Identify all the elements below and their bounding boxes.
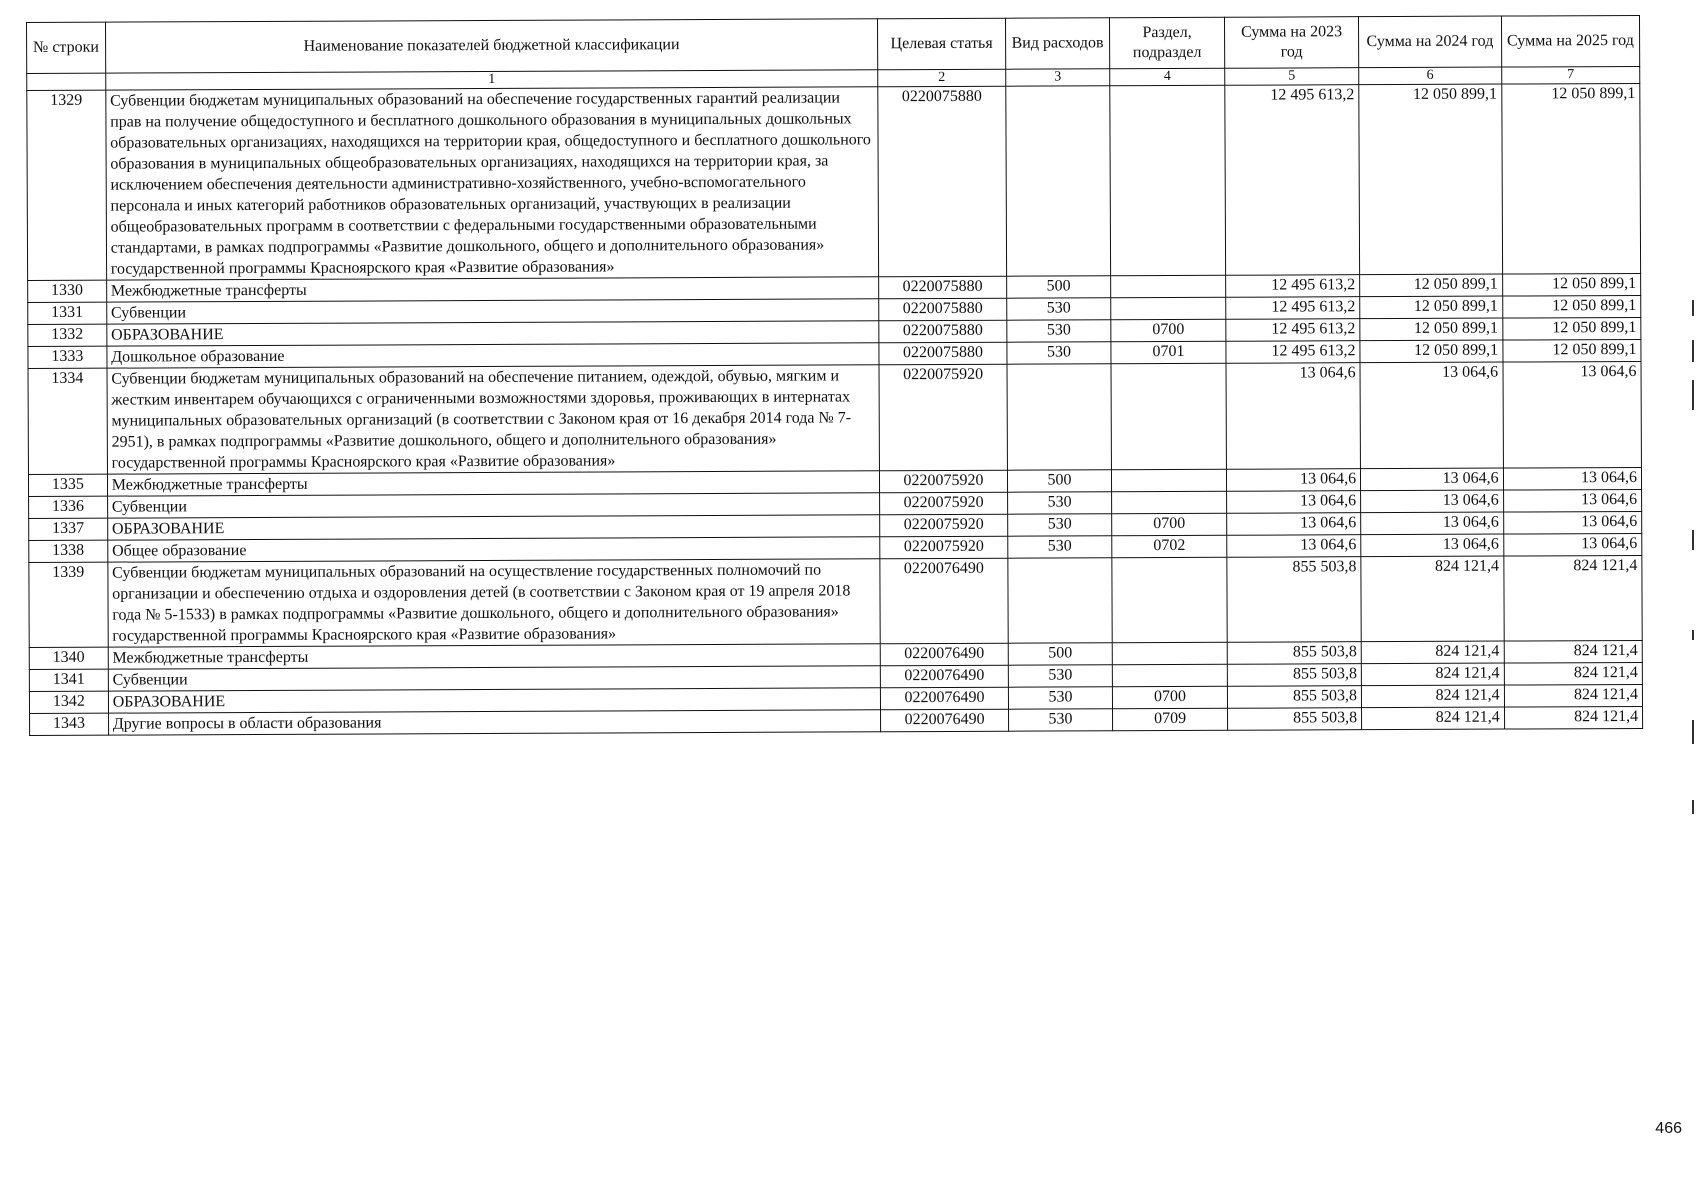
target-article: 0220076490 — [880, 558, 1008, 644]
expense-type: 500 — [1008, 643, 1112, 665]
sum-2023: 855 503,8 — [1227, 686, 1361, 709]
expense-type: 530 — [1008, 687, 1112, 709]
indicator-name: Субвенции — [106, 299, 879, 324]
sum-2023: 12 495 613,2 — [1226, 297, 1360, 320]
sum-2023: 855 503,8 — [1227, 557, 1361, 643]
header-row — [27, 15, 1640, 73]
indicator-name: ОБРАЗОВАНИЕ — [107, 515, 880, 540]
sum-2025: 13 064,6 — [1503, 467, 1641, 490]
sum-2023: 855 503,8 — [1227, 642, 1361, 665]
sum-2025: 13 064,6 — [1503, 511, 1641, 534]
indicator-name: Субвенции бюджетам муниципальных образований на обеспечение питанием, одеждой, обувью, мягким и жестким инвентарем обучающихся с ограниченными возможностями здоровья, проживающих в интернатах муниципальных образовательных организаций (в соответствии с Законом края от 16 декабря 2014 года № 7-2951), в рамках подпрограммы «Развитие дошкольного, общего и дополнительного образования» государственной программы Красноярского края «Развитие образования» — [107, 365, 880, 474]
sum-2023: 13 064,6 — [1227, 513, 1361, 536]
sum-2024: 13 064,6 — [1360, 362, 1503, 469]
header-sum-2024: Сумма на 2024 год — [1359, 16, 1502, 68]
row-number: 1343 — [30, 713, 109, 735]
sum-2024: 12 050 899,1 — [1360, 340, 1503, 363]
row-number: 1334 — [28, 368, 107, 474]
row-number: 1340 — [29, 647, 108, 669]
expense-type: 500 — [1006, 276, 1110, 298]
target-article: 0220075920 — [880, 470, 1008, 493]
section-subsection: 0700 — [1113, 686, 1228, 709]
target-article: 0220075920 — [880, 536, 1008, 559]
row-number: 1331 — [28, 302, 107, 324]
table-body — [27, 83, 1643, 735]
header-sum-2023: Сумма на 2023 год — [1225, 17, 1359, 69]
sum-2023: 13 064,6 — [1227, 491, 1361, 514]
sum-2023: 12 495 613,2 — [1226, 275, 1360, 298]
sum-2023: 855 503,8 — [1228, 708, 1362, 731]
row-number: 1336 — [29, 496, 108, 518]
table-row — [28, 361, 1641, 474]
sum-2024: 13 064,6 — [1361, 512, 1504, 535]
sum-2024: 824 121,4 — [1361, 685, 1504, 708]
section-subsection: 0709 — [1113, 708, 1228, 731]
expense-type: 530 — [1007, 298, 1111, 320]
row-number: 1337 — [29, 518, 108, 540]
sum-2024: 12 050 899,1 — [1360, 318, 1503, 341]
sum-2023: 12 495 613,2 — [1225, 85, 1360, 276]
indicator-name: Межбюджетные трансферты — [106, 277, 879, 302]
sum-2025: 13 064,6 — [1503, 489, 1641, 512]
section-subsection: 0700 — [1111, 319, 1226, 342]
sum-2025: 12 050 899,1 — [1502, 273, 1640, 296]
sum-2024: 13 064,6 — [1361, 490, 1504, 513]
target-article: 0220076490 — [881, 687, 1009, 710]
expense-type: 530 — [1008, 709, 1112, 731]
section-subsection — [1111, 363, 1226, 470]
sum-2024: 12 050 899,1 — [1360, 296, 1503, 319]
sum-2023: 13 064,6 — [1227, 535, 1361, 558]
expense-type — [1006, 86, 1111, 276]
indicator-name: Межбюджетные трансферты — [107, 471, 880, 496]
target-article: 0220075920 — [880, 492, 1008, 515]
column-number: 5 — [1225, 68, 1359, 86]
row-number: 1338 — [29, 540, 108, 562]
expense-type: 530 — [1008, 514, 1112, 536]
expense-type — [1007, 364, 1112, 470]
target-article: 0220075920 — [880, 514, 1008, 537]
sum-2024: 13 064,6 — [1361, 534, 1504, 557]
section-subsection — [1112, 491, 1227, 514]
header-kind: Вид расходов — [1005, 18, 1109, 69]
sum-2023: 13 064,6 — [1226, 363, 1361, 470]
budget-table — [26, 15, 1643, 736]
column-number: 1 — [105, 70, 878, 90]
target-article: 0220075920 — [879, 364, 1007, 471]
indicator-name: Субвенции — [108, 666, 881, 691]
column-number: 7 — [1501, 66, 1639, 84]
sum-2024: 824 121,4 — [1361, 556, 1504, 642]
section-subsection — [1110, 85, 1226, 275]
table-row — [27, 83, 1641, 280]
indicator-name: Общее образование — [107, 537, 880, 562]
indicator-name: Другие вопросы в области образования — [108, 710, 881, 735]
sum-2024: 13 064,6 — [1361, 468, 1504, 491]
sum-2025: 13 064,6 — [1503, 361, 1642, 468]
sum-2025: 13 064,6 — [1503, 533, 1641, 556]
expense-type: 530 — [1007, 342, 1111, 364]
document-page — [26, 15, 1643, 736]
target-article: 0220075880 — [879, 276, 1007, 299]
section-subsection — [1112, 664, 1227, 687]
row-number: 1329 — [27, 90, 107, 280]
sum-2024: 12 050 899,1 — [1360, 274, 1503, 297]
sum-2023: 12 495 613,2 — [1226, 341, 1360, 364]
expense-type — [1008, 558, 1113, 643]
column-number — [27, 73, 106, 90]
indicator-name: Субвенции — [107, 493, 880, 518]
target-article: 0220075880 — [879, 320, 1007, 343]
header-section: Раздел, подраздел — [1110, 17, 1225, 69]
row-number: 1332 — [28, 324, 107, 346]
row-number: 1335 — [28, 474, 107, 496]
sum-2025: 824 121,4 — [1504, 684, 1642, 707]
header-name: Наименование показателей бюджетной классификации — [105, 19, 878, 73]
expense-type: 530 — [1008, 665, 1112, 687]
row-number: 1341 — [29, 669, 108, 691]
sum-2025: 12 050 899,1 — [1502, 317, 1640, 340]
target-article: 0220076490 — [880, 643, 1008, 666]
row-number: 1339 — [29, 562, 108, 647]
header-target: Целевая статья — [878, 18, 1006, 70]
sum-2024: 824 121,4 — [1361, 663, 1504, 686]
target-article: 0220076490 — [880, 665, 1008, 688]
table-row — [29, 555, 1642, 647]
column-number: 4 — [1110, 68, 1225, 86]
sum-2025: 824 121,4 — [1504, 640, 1642, 663]
scan-margin-marks — [1692, 300, 1696, 820]
header-row-no: № строки — [27, 22, 106, 73]
section-subsection — [1112, 469, 1227, 492]
target-article: 0220075880 — [878, 86, 1006, 277]
sum-2025: 824 121,4 — [1503, 555, 1642, 641]
expense-type: 530 — [1007, 492, 1111, 514]
section-subsection — [1112, 642, 1227, 665]
sum-2024: 824 121,4 — [1361, 641, 1504, 664]
header-sum-2025: Сумма на 2025 год — [1501, 15, 1640, 67]
row-number: 1333 — [28, 346, 107, 368]
sum-2025: 824 121,4 — [1504, 662, 1642, 685]
section-subsection: 0700 — [1112, 513, 1227, 536]
indicator-name: Субвенции бюджетам муниципальных образований на осуществление государственных полномочий по организации и обеспечению отдыха и оздоровления детей (в соответствии с Законом края от 19 апреля 2018 года № 5-1533) в рамках подпрограммы «Развитие дошкольного, общего и дополнительного образования» государственной программы Красноярского края «Развитие образования» — [108, 559, 881, 647]
indicator-name: ОБРАЗОВАНИЕ — [107, 321, 880, 346]
indicator-name: Дошкольное образование — [107, 343, 880, 368]
sum-2025: 12 050 899,1 — [1502, 295, 1640, 318]
sum-2025: 824 121,4 — [1504, 706, 1642, 729]
sum-2023: 12 495 613,2 — [1226, 319, 1360, 342]
sum-2025: 12 050 899,1 — [1501, 83, 1640, 274]
page-number: 466 — [1655, 1120, 1682, 1137]
row-number: 1330 — [28, 280, 107, 302]
column-number: 2 — [878, 69, 1006, 87]
column-number: 6 — [1359, 67, 1502, 85]
section-subsection: 0701 — [1111, 341, 1226, 364]
section-subsection — [1112, 557, 1227, 643]
indicator-name: Субвенции бюджетам муниципальных образований на обеспечение государственных гарантий реализации прав на получение общедоступного и бесплатного дошкольного образования в муниципальных дошкольных образовательных организациях, находящихся на территории края, общедоступного и бесплатного дошкольного образования в муниципальных общеобразовательных организациях, находящихся на территории края, за исключением обеспечения деятельности административно-хозяйственного, учебно-вспомогательного персонала и иных категорий работников образовательных организаций, участвующих в реализации общеобразовательных программ в соответствии с федеральными государственными образовательными стандартами, в рамках подпрограммы «Развитие дошкольного, общего и дополнительного образования» государственной программы Красноярского края «Развитие образования» — [106, 87, 879, 280]
sum-2023: 13 064,6 — [1226, 469, 1360, 492]
target-article: 0220076490 — [881, 709, 1009, 732]
expense-type: 500 — [1007, 470, 1111, 492]
expense-type: 530 — [1007, 320, 1111, 342]
sum-2024: 824 121,4 — [1362, 707, 1505, 730]
sum-2024: 12 050 899,1 — [1359, 84, 1502, 275]
expense-type: 530 — [1008, 536, 1112, 558]
indicator-name: ОБРАЗОВАНИЕ — [108, 688, 881, 713]
target-article: 0220075880 — [879, 342, 1007, 365]
section-subsection — [1111, 275, 1226, 298]
section-subsection — [1111, 297, 1226, 320]
sum-2025: 12 050 899,1 — [1503, 339, 1641, 362]
target-article: 0220075880 — [879, 298, 1007, 321]
sum-2023: 855 503,8 — [1227, 664, 1361, 687]
row-number: 1342 — [29, 691, 108, 713]
indicator-name: Межбюджетные трансферты — [108, 644, 881, 669]
column-number: 3 — [1006, 69, 1110, 86]
section-subsection: 0702 — [1112, 535, 1227, 558]
